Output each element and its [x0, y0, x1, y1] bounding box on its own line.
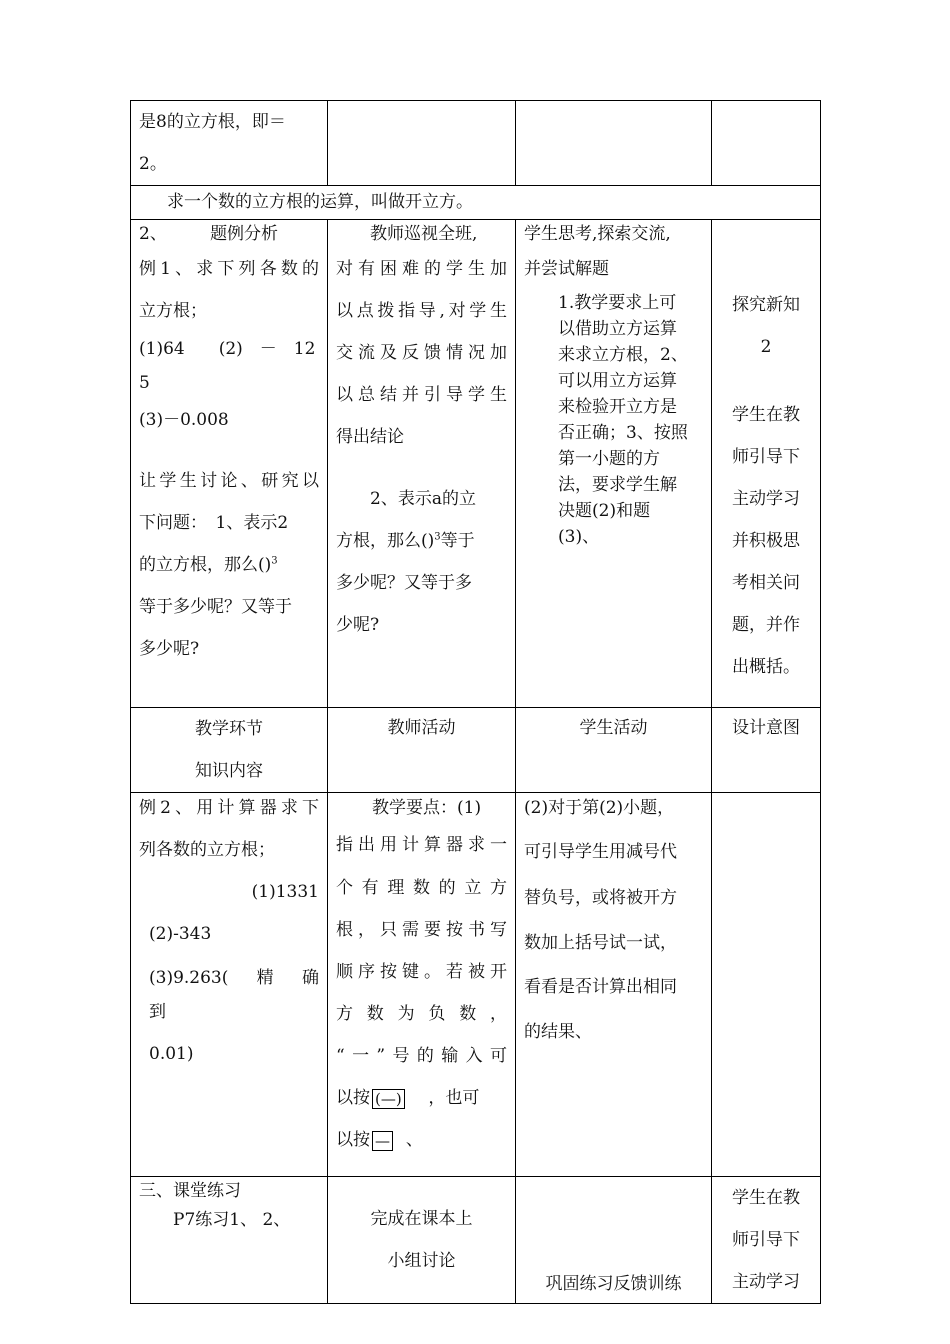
text-line: 师引导下: [732, 447, 800, 467]
text-line: 师引导下: [732, 1230, 800, 1250]
text-line: 考相关问: [732, 573, 800, 593]
text-fragment: 以按: [336, 1130, 370, 1150]
teaching-requirements: [524, 290, 703, 550]
text-line: 并积极思: [732, 531, 800, 551]
text-line: 立方根；: [139, 301, 207, 321]
table-row: [131, 101, 821, 186]
table-row: [131, 1177, 821, 1304]
text-line: 指出用计算器求一: [336, 835, 507, 855]
text-line: 替负号，或将被开方: [524, 888, 677, 908]
cell-student: [516, 101, 712, 186]
header-text: 教学环节: [195, 719, 263, 739]
table-row: [131, 220, 821, 708]
text-line: 学生在教: [732, 1188, 800, 1208]
text-line: (2)-343: [149, 924, 212, 944]
definition-cell: 求一个数的立方根的运算，叫做开立方。: [131, 186, 821, 220]
text-line: [336, 1119, 507, 1161]
text-fragment: ，也可: [428, 1088, 480, 1108]
cell-teacher: [328, 793, 516, 1177]
table-row: [131, 793, 821, 1177]
text-line: 以点拨指导,对学生: [336, 301, 507, 321]
text-fragment: 以按: [336, 1088, 370, 1108]
spacer: [720, 368, 812, 394]
text-line: 三、课堂练习: [139, 1181, 241, 1201]
superscript: 3: [434, 531, 441, 543]
spacer: [336, 458, 507, 478]
text-line: 学生思考,探索交流,: [524, 224, 671, 244]
text-line: 得出结论: [336, 427, 404, 447]
text-line: “一”号的输入可: [336, 1046, 507, 1066]
cell-teacher: [328, 101, 516, 186]
text-line: 2。: [139, 154, 167, 174]
cell-knowledge: [131, 1177, 328, 1304]
cell-knowledge: [131, 101, 328, 186]
section-heading: [139, 220, 319, 248]
lesson-plan-table: [130, 100, 821, 1304]
section-title: 题例分析: [210, 224, 279, 244]
text-line: 列各数的立方根；: [139, 840, 275, 860]
text-fragment: 等于: [440, 531, 475, 551]
text-line: (1)64 (2) － 125: [139, 339, 316, 393]
cell-intent: [712, 1177, 821, 1304]
cell-teacher: [328, 220, 516, 708]
header-cell: 教师活动: [328, 708, 516, 793]
cell-intent: [712, 220, 821, 708]
cell-intent: [712, 101, 821, 186]
negative-key-icon: (—): [372, 1089, 405, 1109]
intent-title: 2: [760, 337, 772, 357]
text-line: 让学生讨论、研究以: [139, 471, 319, 491]
text-line: 是8的立方根，即＝: [139, 112, 286, 132]
text-line: (2)对于第(2)小题，: [524, 798, 675, 818]
text-line: 数加上括号试一试，: [524, 933, 677, 953]
text-line: (1)1331: [251, 882, 319, 902]
text-line: 交流及反馈情况加: [336, 343, 507, 363]
intent-title: 探究新知: [732, 295, 800, 315]
text-line: [139, 544, 319, 586]
table-header-row: [131, 708, 821, 793]
text-line: 看看是否计算出相同: [524, 977, 677, 997]
header-cell: [131, 708, 328, 793]
text-line: 来求立方根，2、: [558, 345, 688, 365]
superscript: 3: [271, 555, 278, 567]
text-line: 1.教学要求上可: [558, 293, 677, 313]
text-line: 少呢?: [336, 615, 380, 635]
text-line: 对有困难的学生加: [336, 259, 507, 279]
cell-student: 巩固练习反馈训练: [516, 1177, 712, 1304]
text-fragment: 、: [405, 1130, 423, 1150]
text-line: [336, 1077, 507, 1119]
text-line: 多少呢?: [139, 639, 200, 659]
text-line: 以总结并引导学生: [336, 385, 507, 405]
text-line: 0.01): [149, 1044, 194, 1064]
text-line: 可以用立方运算: [558, 371, 677, 391]
text-line: 顺序按键。若被开: [336, 962, 507, 982]
text-line: 完成在课本上: [370, 1209, 473, 1229]
text-line: 个有理数的立方: [336, 878, 507, 898]
cell-intent: [712, 793, 821, 1177]
spacer: [139, 440, 319, 460]
text-line: 教师巡视全班,: [370, 224, 478, 244]
text-line: 出概括。: [732, 657, 800, 677]
text-fragment: 的立方根，那么(): [139, 555, 272, 575]
text-line: 第一小题的方: [558, 449, 660, 469]
text-fragment: 方根，那么(): [336, 531, 435, 551]
text-line: 法，要求学生解: [558, 475, 677, 495]
text-line: 2、表示a的立: [370, 489, 476, 509]
text-line: 方数为负数，: [336, 1004, 507, 1024]
text-line: 题，并作: [732, 615, 800, 635]
text-line: [336, 520, 507, 562]
text-line: (3)、: [558, 527, 600, 547]
text-line: 例1、求下列各数的: [139, 259, 319, 279]
cell-student: [516, 793, 712, 1177]
text-line: 决题(2)和题: [558, 501, 651, 521]
cell-knowledge: [131, 793, 336, 1177]
text-line: (3)－0.008: [139, 410, 229, 430]
text-line: 下问题： 1、表示2: [139, 513, 289, 533]
header-text: 知识内容: [195, 761, 263, 781]
header-cell: 学生活动: [516, 708, 712, 793]
text-line: 学生在教: [732, 405, 800, 425]
text-line: 等于多少呢？又等于: [139, 597, 292, 617]
text-line: P7练习1、 2、: [173, 1210, 291, 1230]
cell-knowledge: [131, 220, 328, 708]
text-line: 来检验开立方是: [558, 397, 677, 417]
text-line: 教学要点：(1): [372, 798, 482, 818]
header-cell: 设计意图: [712, 708, 821, 793]
text-line: 小组讨论: [387, 1251, 456, 1271]
text-line: 以借助立方运算: [558, 319, 677, 339]
cell-teacher: [328, 1177, 516, 1304]
text-line: 例2、用计算器求下: [139, 798, 319, 818]
cell-student: [516, 220, 712, 708]
text-line: 主动学习: [732, 489, 800, 509]
text-line: 主动学习: [732, 1272, 800, 1292]
text-line: 的结果、: [524, 1022, 592, 1042]
text-line: 否正确；3、按照: [558, 423, 688, 443]
minus-key-icon: —: [372, 1131, 393, 1151]
text-line: 多少呢？又等于多: [336, 573, 472, 593]
table-row: [131, 186, 821, 220]
text-line: 根，只需要按书写: [336, 920, 507, 940]
text-line: 可引导学生用减号代: [524, 842, 677, 862]
section-number: 2、: [139, 224, 167, 244]
text-line: 并尝试解题: [524, 259, 609, 279]
text-line: (3)9.263( 精 确 到: [149, 968, 336, 1022]
